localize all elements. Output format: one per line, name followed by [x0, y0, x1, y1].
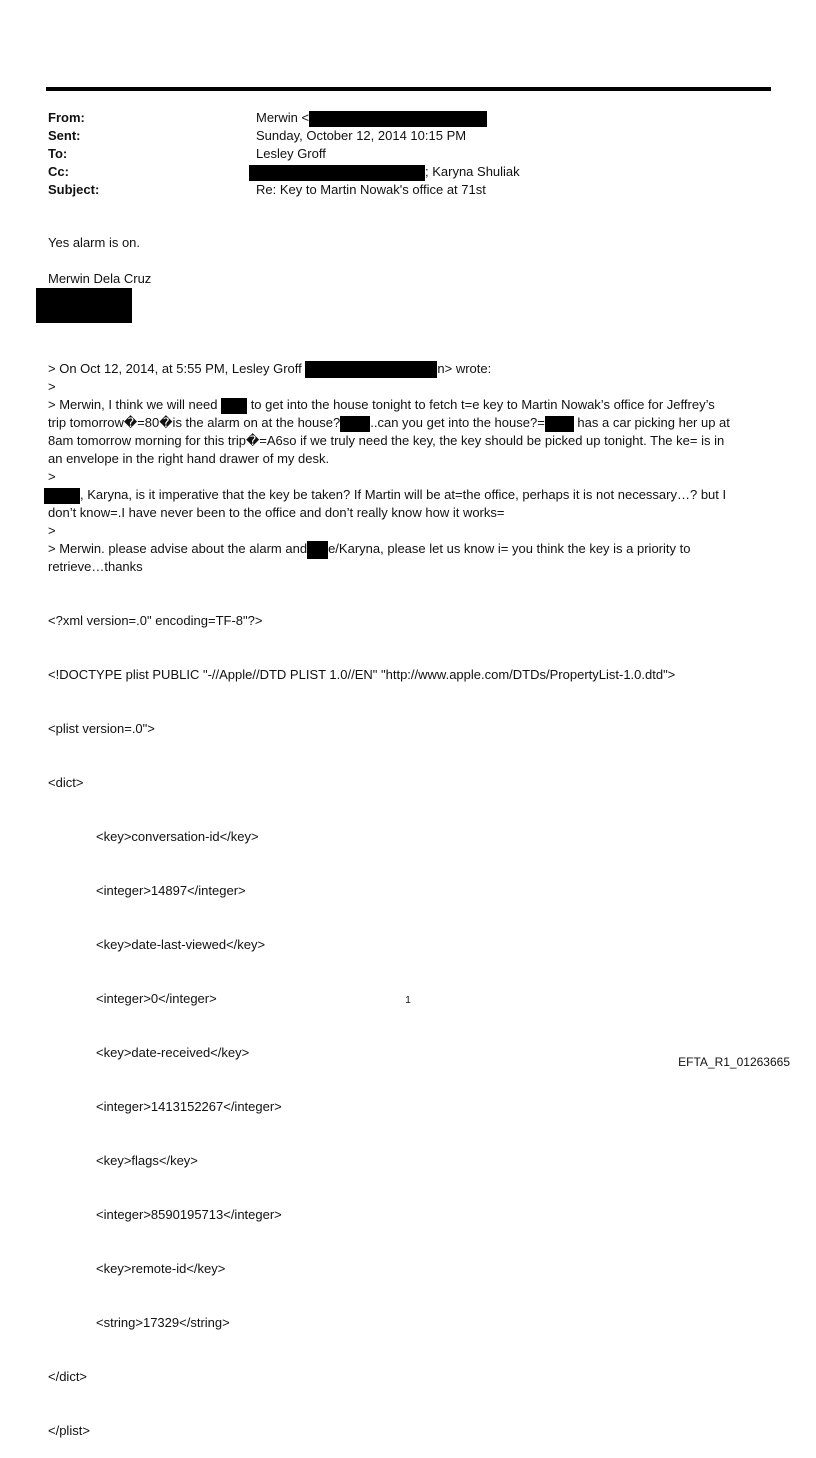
plist-line: <!DOCTYPE plist PUBLIC "-//Apple//DTD PLIST 1.0//EN" "http://www.apple.com/DTDs/PropertyList-1.0.dtd">	[48, 667, 676, 682]
plist-line: <key>flags</key>	[96, 1153, 198, 1168]
sent-value: Sunday, October 12, 2014 10:15 PM	[256, 128, 467, 143]
to-label: To:	[48, 146, 68, 161]
plist-line: <key>conversation-id</key>	[96, 829, 259, 844]
quote-line	[48, 396, 715, 414]
from-label: From:	[48, 110, 85, 125]
plist-line: <key>date-received</key>	[96, 1045, 250, 1060]
quote-text: > On Oct 12, 2014, at 5:55 PM, Lesley Groff	[48, 361, 302, 376]
quote-text: e/Karyna, please let us know i= you think the key is a priority to	[328, 541, 691, 556]
redaction-block	[309, 111, 487, 127]
cc-value	[249, 163, 520, 181]
signature: Merwin Dela Cruz	[48, 271, 152, 286]
plist-line: </dict>	[48, 1369, 88, 1384]
subject-label: Subject:	[48, 182, 100, 197]
plist-line: <key>date-last-viewed</key>	[96, 937, 266, 952]
cc-names: ; Karyna Shuliak	[425, 164, 520, 179]
redaction-block	[249, 165, 425, 181]
redaction-block	[221, 398, 247, 414]
quote-line: an envelope in the right hand drawer of my desk.	[48, 451, 330, 466]
header-divider	[46, 87, 771, 91]
quote-line: >	[48, 379, 56, 394]
quote-text: trip tomorrow�=80�is the alarm on at the house?	[48, 415, 341, 430]
plist-line: <key>remote-id</key>	[96, 1261, 226, 1276]
document-id: EFTA_R1_01263665	[678, 1055, 790, 1069]
quote-line	[44, 486, 726, 504]
plist-line: <dict>	[48, 775, 84, 790]
plist-line: <?xml version=.0" encoding=TF-8"?>	[48, 613, 263, 628]
from-value	[256, 109, 487, 127]
plist-line: <integer>14897</integer>	[96, 883, 246, 898]
quote-line: don’t know=.I have never been to the office and don’t really know how it works=	[48, 505, 505, 520]
redaction-block	[340, 416, 370, 432]
subject-value: Re: Key to Martin Nowak's office at 71st	[256, 182, 486, 197]
plist-line: <integer>8590195713</integer>	[96, 1207, 282, 1222]
to-value: Lesley Groff	[256, 146, 326, 161]
quote-text: ..can you get into the house?=	[370, 415, 545, 430]
page-number: 1	[405, 995, 411, 1006]
quote-line: >	[48, 523, 56, 538]
redaction-block	[305, 361, 437, 378]
quote-text: , Karyna, is it imperative that the key be taken? If Martin will be at=the office, perhaps it is not necessary…? but I	[80, 487, 727, 502]
plist-line: <integer>0</integer>	[96, 991, 217, 1006]
plist-line: <integer>1413152267</integer>	[96, 1099, 282, 1114]
quote-text: has a car picking her up at	[577, 415, 730, 430]
plist-block	[48, 576, 675, 1458]
quote-text: to get into the house tonight to fetch t=e key to Martin Nowak’s office for Jeffrey’s	[250, 397, 715, 412]
redaction-block	[545, 416, 574, 432]
redaction-block	[36, 288, 132, 323]
redaction-block	[307, 541, 328, 559]
from-name: Merwin <	[256, 110, 310, 125]
quote-line: >	[48, 469, 56, 484]
quote-text: > Merwin, I think we will need	[48, 397, 218, 412]
quote-line	[48, 360, 491, 378]
sent-label: Sent:	[48, 128, 81, 143]
quote-text: n> wrote:	[437, 361, 492, 376]
plist-line: <string>17329</string>	[96, 1315, 230, 1330]
reply-text: Yes alarm is on.	[48, 235, 141, 250]
quote-line: 8am tomorrow morning for this trip�=A6so if we truly need the key, the key should be picked up tonight. The ke= is in	[48, 433, 725, 448]
quote-line	[48, 414, 730, 432]
quote-line: retrieve…thanks	[48, 559, 143, 574]
quote-text: > Merwin. please advise about the alarm and	[48, 541, 308, 556]
plist-line: </plist>	[48, 1423, 90, 1438]
redaction-block	[44, 488, 80, 504]
cc-label: Cc:	[48, 164, 69, 179]
plist-line: <plist version=.0">	[48, 721, 155, 736]
quote-line	[48, 540, 690, 559]
